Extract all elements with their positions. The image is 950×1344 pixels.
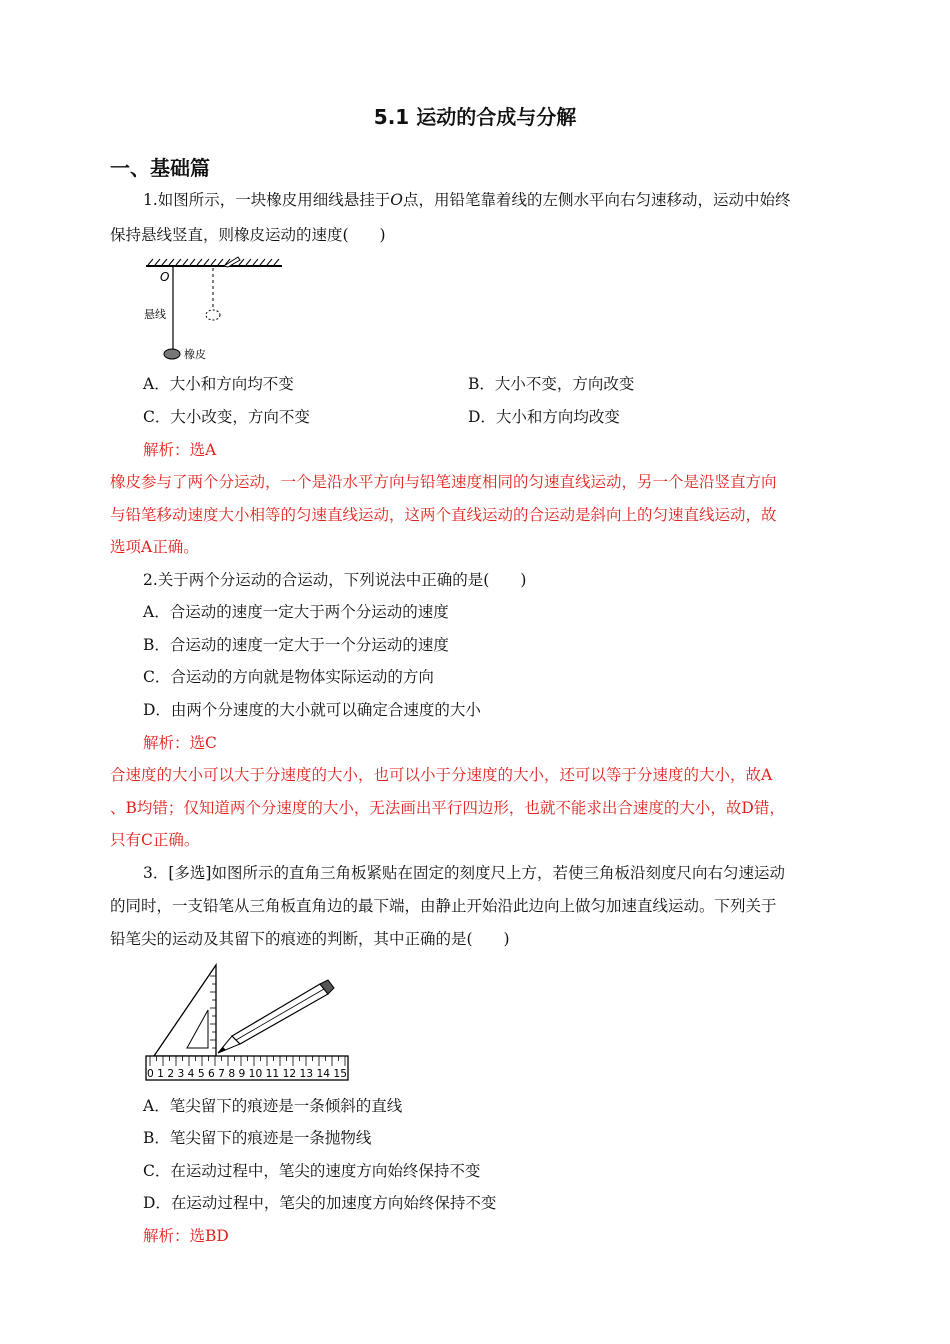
q2-option-b: B．合运动的速度一定大于一个分运动的速度 [143, 636, 449, 654]
shifted-eraser-dashed [206, 310, 220, 320]
page-title: 5.1 运动的合成与分解 [373, 105, 577, 129]
q1-explain-line1: 橡皮参与了两个分运动，一个是沿水平方向与铅笔速度相同的匀速直线运动，另一个是沿竖直方向 [110, 473, 777, 491]
figure-label-eraser: 橡皮 [184, 348, 206, 361]
pencil-icon [218, 980, 334, 1053]
figure-label-o: O [160, 270, 170, 284]
q1-stem-text-b: 点，用铅笔靠着线的左侧水平向右匀速移动，运动中始终 [403, 191, 791, 209]
q2-stem: 2.关于两个分运动的合运动，下列说法中正确的是( ) [143, 571, 527, 589]
q3-stem-line1: 3．[多选]如图所示的直角三角板紧贴在固定的刻度尺上方，若使三角板沿刻度尺向右匀速运动 [143, 864, 785, 882]
q2-option-c: C．合运动的方向就是物体实际运动的方向 [143, 668, 434, 686]
q3-option-a: A．笔尖留下的痕迹是一条倾斜的直线 [143, 1097, 403, 1115]
q2-explain-line3: 只有C正确。 [110, 831, 200, 849]
q1-option-b: B．大小不变，方向改变 [468, 375, 635, 393]
section-heading: 一、基础篇 [110, 156, 210, 180]
q1-stem-text-a: 1.如图所示，一块橡皮用细线悬挂于 [143, 191, 391, 209]
q1-option-a: A．大小和方向均不变 [143, 375, 294, 393]
ruler-numbers: 0 1 2 3 4 5 6 7 8 9 10 11 12 13 14 15 [147, 1068, 347, 1080]
q2-explain-line1: 合速度的大小可以大于分速度的大小，也可以小于分速度的大小，还可以等于分速度的大小，故A [110, 766, 773, 784]
q1-stem-line2: 保持悬线竖直，则橡皮运动的速度( ) [110, 226, 386, 244]
q1-answer: 解析：选A [143, 441, 217, 459]
q1-option-c: C．大小改变，方向不变 [143, 408, 310, 426]
q1-stem-point-o: O [390, 191, 404, 209]
q1-explain-line3: 选项A正确。 [110, 538, 199, 556]
q1-stem-line1 [143, 190, 791, 210]
q2-option-d: D．由两个分速度的大小就可以确定合速度的大小 [143, 701, 481, 719]
q3-answer: 解析：选BD [143, 1227, 229, 1245]
q3-stem-line2: 的同时，一支铅笔从三角板直角边的最下端，由静止开始沿此边向上做匀加速直线运动。下列关于 [110, 897, 777, 915]
q1-figure-pendulum [140, 255, 290, 365]
eraser-shape [164, 349, 180, 359]
q3-figure-triangle-ruler [144, 962, 354, 1084]
q3-option-c: C．在运动过程中，笔尖的速度方向始终保持不变 [143, 1162, 481, 1180]
q3-stem-line3: 铅笔尖的运动及其留下的痕迹的判断，其中正确的是( ) [110, 930, 510, 948]
ceiling-hatch [148, 259, 279, 265]
q3-option-b: B．笔尖留下的痕迹是一条抛物线 [143, 1129, 372, 1147]
q2-option-a: A．合运动的速度一定大于两个分运动的速度 [143, 603, 449, 621]
q2-answer: 解析：选C [143, 734, 217, 752]
q2-explain-line2: 、B均错；仅知道两个分速度的大小，无法画出平行四边形，也就不能求出合速度的大小，故D错， [110, 799, 785, 817]
q3-option-d: D．在运动过程中，笔尖的加速度方向始终保持不变 [143, 1194, 497, 1212]
figure-label-string: 悬线 [144, 308, 166, 321]
q1-explain-line2: 与铅笔移动速度大小相等的匀速直线运动，这两个直线运动的合运动是斜向上的匀速直线运动，故 [110, 506, 777, 524]
q1-option-d: D．大小和方向均改变 [468, 408, 620, 426]
